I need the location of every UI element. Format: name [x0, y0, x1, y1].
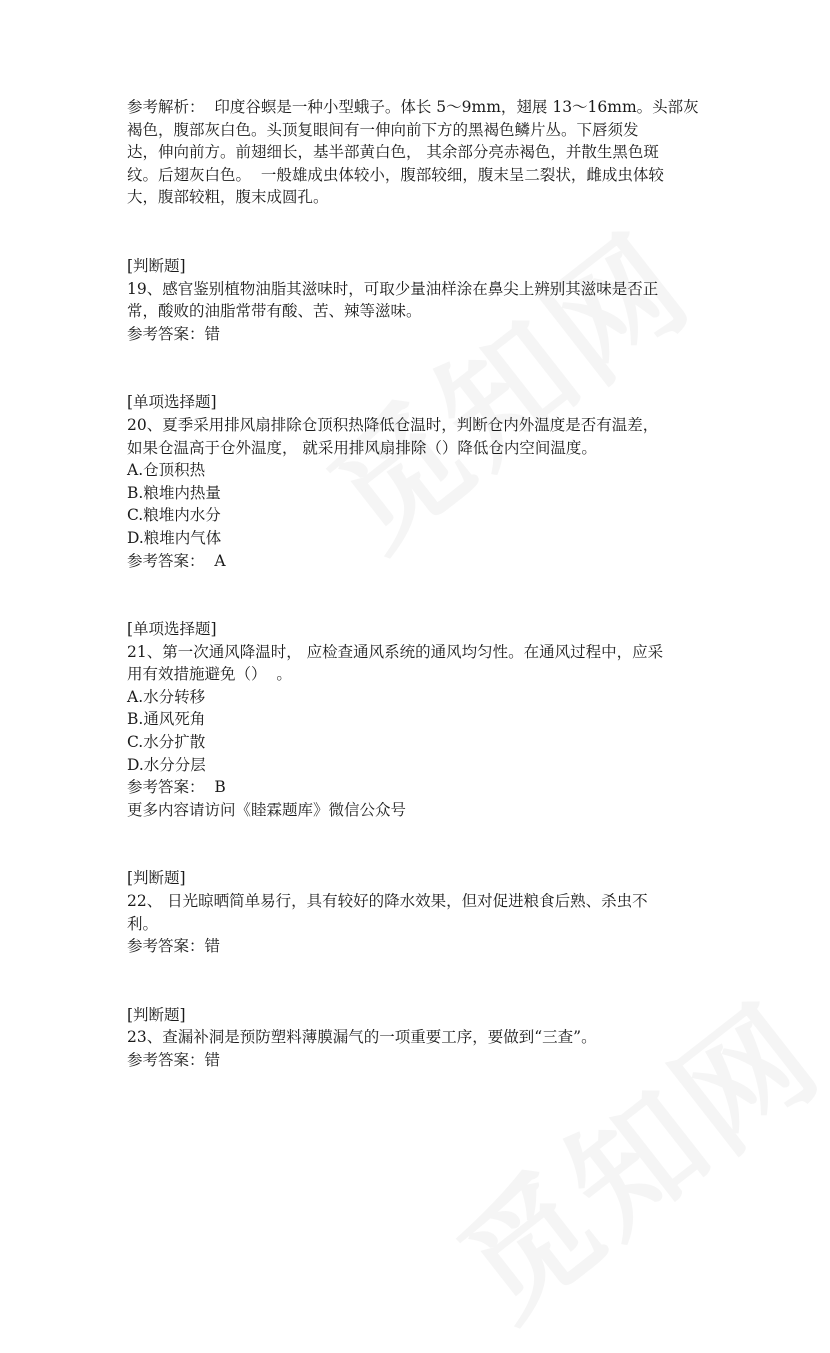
option: A.仓顶积热 — [127, 461, 206, 480]
question-stem: 如果仓温高于仓外温度， 就采用排风扇排除（）降低仓内空间温度。 — [127, 438, 597, 457]
question-19 — [127, 255, 707, 345]
answer: 参考答案： B — [127, 778, 226, 797]
option: B.粮堆内热量 — [127, 483, 221, 502]
option: D.粮堆内气体 — [127, 528, 222, 547]
question-20 — [127, 391, 707, 572]
question-stem: 19、感官鉴别植物油脂其滋味时，可取少量油样涂在鼻尖上辨别其滋味是否正 — [127, 279, 659, 298]
question-type: [单项选择题] — [127, 393, 217, 412]
option: C.水分扩散 — [127, 733, 206, 752]
answer: 参考答案： A — [127, 551, 226, 570]
question-stem: 利。 — [127, 914, 159, 933]
question-type: [判断题] — [127, 1005, 186, 1024]
intro-explanation — [127, 96, 707, 209]
answer: 参考答案：错 — [127, 937, 221, 956]
promo-note: 更多内容请访问《睦霖题库》微信公众号 — [127, 800, 407, 819]
question-stem: 21、第一次通风降温时， 应检查通风系统的通风均匀性。在通风过程中，应采 — [127, 642, 664, 661]
intro-line: 褐色，腹部灰白色。头顶复眼间有一伸向前下方的黑褐色鳞片丛。下唇须发 — [127, 120, 639, 139]
question-stem: 常，酸败的油脂常带有酸、苦、辣等滋味。 — [127, 302, 422, 321]
question-stem: 22、 日光晾晒简单易行，具有较好的降水效果，但对促进粮食后熟、杀虫不 — [127, 892, 648, 911]
option: A.水分转移 — [127, 687, 206, 706]
question-21 — [127, 618, 707, 821]
question-type: [判断题] — [127, 256, 186, 275]
option: D.水分分层 — [127, 755, 206, 774]
intro-line: 参考解析： 印度谷螟是一种小型蛾子。体长 5～9mm，翅展 13～16mm。头部灰 — [127, 98, 699, 116]
document-body — [127, 96, 707, 1072]
question-stem: 用有效措施避免（） 。 — [127, 665, 292, 684]
option: C.粮堆内水分 — [127, 506, 221, 525]
intro-line: 大，腹部较粗，腹末成圆孔。 — [127, 188, 329, 207]
answer: 参考答案：错 — [127, 324, 221, 343]
question-stem: 23、查漏补洞是预防塑料薄膜漏气的一项重要工序，要做到“三查”。 — [127, 1028, 597, 1047]
question-type: [判断题] — [127, 869, 186, 888]
question-stem: 20、夏季采用排风扇排除仓顶积热降低仓温时，判断仓内外温度是否有温差， — [127, 415, 659, 434]
intro-line: 纹。后翅灰白色。 一般雄成虫体较小，腹部较细，腹末呈二裂状，雌成虫体较 — [127, 165, 664, 184]
question-22 — [127, 867, 707, 957]
question-23 — [127, 1004, 707, 1072]
intro-line: 达，伸向前方。前翅细长，基半部黄白色， 其余部分亮赤褐色，并散生黑色斑 — [127, 143, 659, 162]
question-type: [单项选择题] — [127, 620, 217, 639]
answer: 参考答案：错 — [127, 1051, 221, 1069]
option: B.通风死角 — [127, 710, 206, 729]
